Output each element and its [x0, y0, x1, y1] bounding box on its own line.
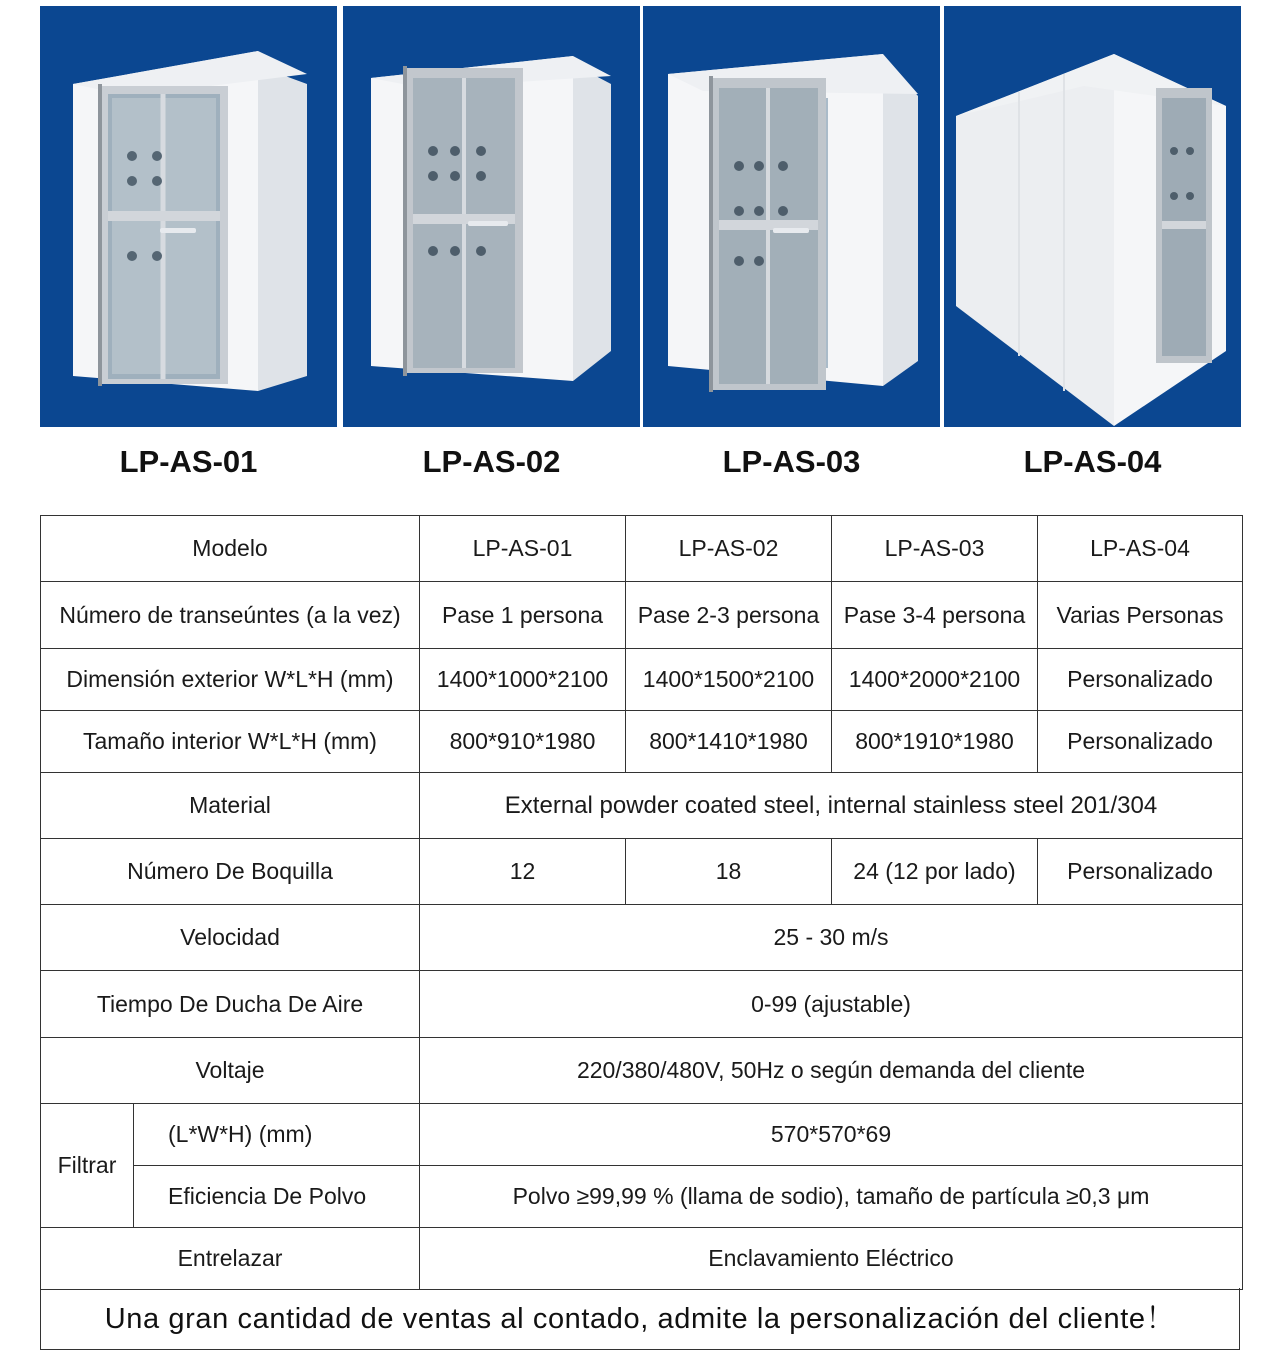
table-row	[41, 971, 1243, 1038]
air-shower-illustration-2	[343, 6, 640, 427]
table-row	[41, 582, 1243, 649]
product-photo-lp-as-04	[944, 6, 1241, 427]
table-row	[41, 1166, 1243, 1228]
row-label-inner-size: Tamaño interior W*L*H (mm)	[41, 711, 420, 773]
cell-model-3: LP-AS-03	[832, 516, 1038, 582]
cell-inner-size-3: 800*1910*1980	[832, 711, 1038, 773]
cell-passengers-4: Varias Personas	[1038, 582, 1243, 649]
product-photo-lp-as-03	[643, 6, 940, 427]
table-row	[41, 905, 1243, 971]
air-shower-illustration-1	[40, 6, 337, 427]
cell-inner-size-1: 800*910*1980	[420, 711, 626, 773]
table-row	[41, 839, 1243, 905]
table-row	[41, 711, 1243, 773]
cell-nozzles-4: Personalizado	[1038, 839, 1243, 905]
cell-outer-dimension-2: 1400*1500*2100	[626, 649, 832, 711]
cell-outer-dimension-1: 1400*1000*2100	[420, 649, 626, 711]
table-row	[41, 1228, 1243, 1290]
cell-model-1: LP-AS-01	[420, 516, 626, 582]
product-photos	[40, 6, 1241, 427]
row-label-nozzles: Número De Boquilla	[41, 839, 420, 905]
table-row	[41, 649, 1243, 711]
cell-outer-dimension-4: Personalizado	[1038, 649, 1243, 711]
table-row	[41, 516, 1243, 582]
cell-passengers-2: Pase 2-3 persona	[626, 582, 832, 649]
cell-nozzles-3: 24 (12 por lado)	[832, 839, 1038, 905]
table-row	[41, 773, 1243, 839]
model-caption-3: LP-AS-03	[722, 444, 861, 479]
cell-filter-size: 570*570*69	[420, 1104, 1243, 1166]
model-caption-2: LP-AS-02	[422, 444, 561, 479]
row-label-velocity: Velocidad	[41, 905, 420, 971]
product-photo-lp-as-02	[343, 6, 640, 427]
cell-inner-size-2: 800*1410*1980	[626, 711, 832, 773]
air-shower-illustration-3	[643, 6, 940, 427]
cell-voltage: 220/380/480V, 50Hz o según demanda del cliente	[420, 1038, 1243, 1104]
cell-nozzles-1: 12	[420, 839, 626, 905]
table-row	[41, 1104, 1243, 1166]
cell-material: External powder coated steel, internal stainless steel 201/304	[420, 773, 1243, 839]
row-label-material: Material	[41, 773, 420, 839]
row-label-passengers: Número de transeúntes (a la vez)	[41, 582, 420, 649]
row-label-interlock: Entrelazar	[41, 1228, 420, 1290]
row-label-filter: Filtrar	[41, 1104, 134, 1228]
cell-shower-time: 0-99 (ajustable)	[420, 971, 1243, 1038]
cell-outer-dimension-3: 1400*2000*2100	[832, 649, 1038, 711]
model-caption-4: LP-AS-04	[1023, 444, 1162, 479]
row-label-outer-dimension: Dimensión exterior W*L*H (mm)	[41, 649, 420, 711]
cell-dust-efficiency: Polvo ≥99,99 % (llama de sodio), tamaño de partícula ≥0,3 μm	[420, 1166, 1243, 1228]
model-caption-1: LP-AS-01	[119, 444, 258, 479]
specification-table	[40, 515, 1243, 1290]
row-label-filter-size: (L*W*H) (mm)	[134, 1104, 420, 1166]
cell-passengers-3: Pase 3-4 persona	[832, 582, 1038, 649]
row-label-shower-time: Tiempo De Ducha De Aire	[41, 971, 420, 1038]
cell-interlock: Enclavamiento Eléctrico	[420, 1228, 1243, 1290]
cell-model-2: LP-AS-02	[626, 516, 832, 582]
air-shower-illustration-4	[944, 6, 1241, 427]
cell-passengers-1: Pase 1 persona	[420, 582, 626, 649]
row-label-voltage: Voltaje	[41, 1038, 420, 1104]
row-label-modelo: Modelo	[41, 516, 420, 582]
cell-model-4: LP-AS-04	[1038, 516, 1243, 582]
sales-notice: Una gran cantidad de ventas al contado, admite la personalización del cliente！	[40, 1288, 1240, 1350]
cell-velocity: 25 - 30 m/s	[420, 905, 1243, 971]
table-row	[41, 1038, 1243, 1104]
cell-inner-size-4: Personalizado	[1038, 711, 1243, 773]
product-photo-lp-as-01	[40, 6, 337, 427]
row-label-dust-efficiency: Eficiencia De Polvo	[134, 1166, 420, 1228]
cell-nozzles-2: 18	[626, 839, 832, 905]
